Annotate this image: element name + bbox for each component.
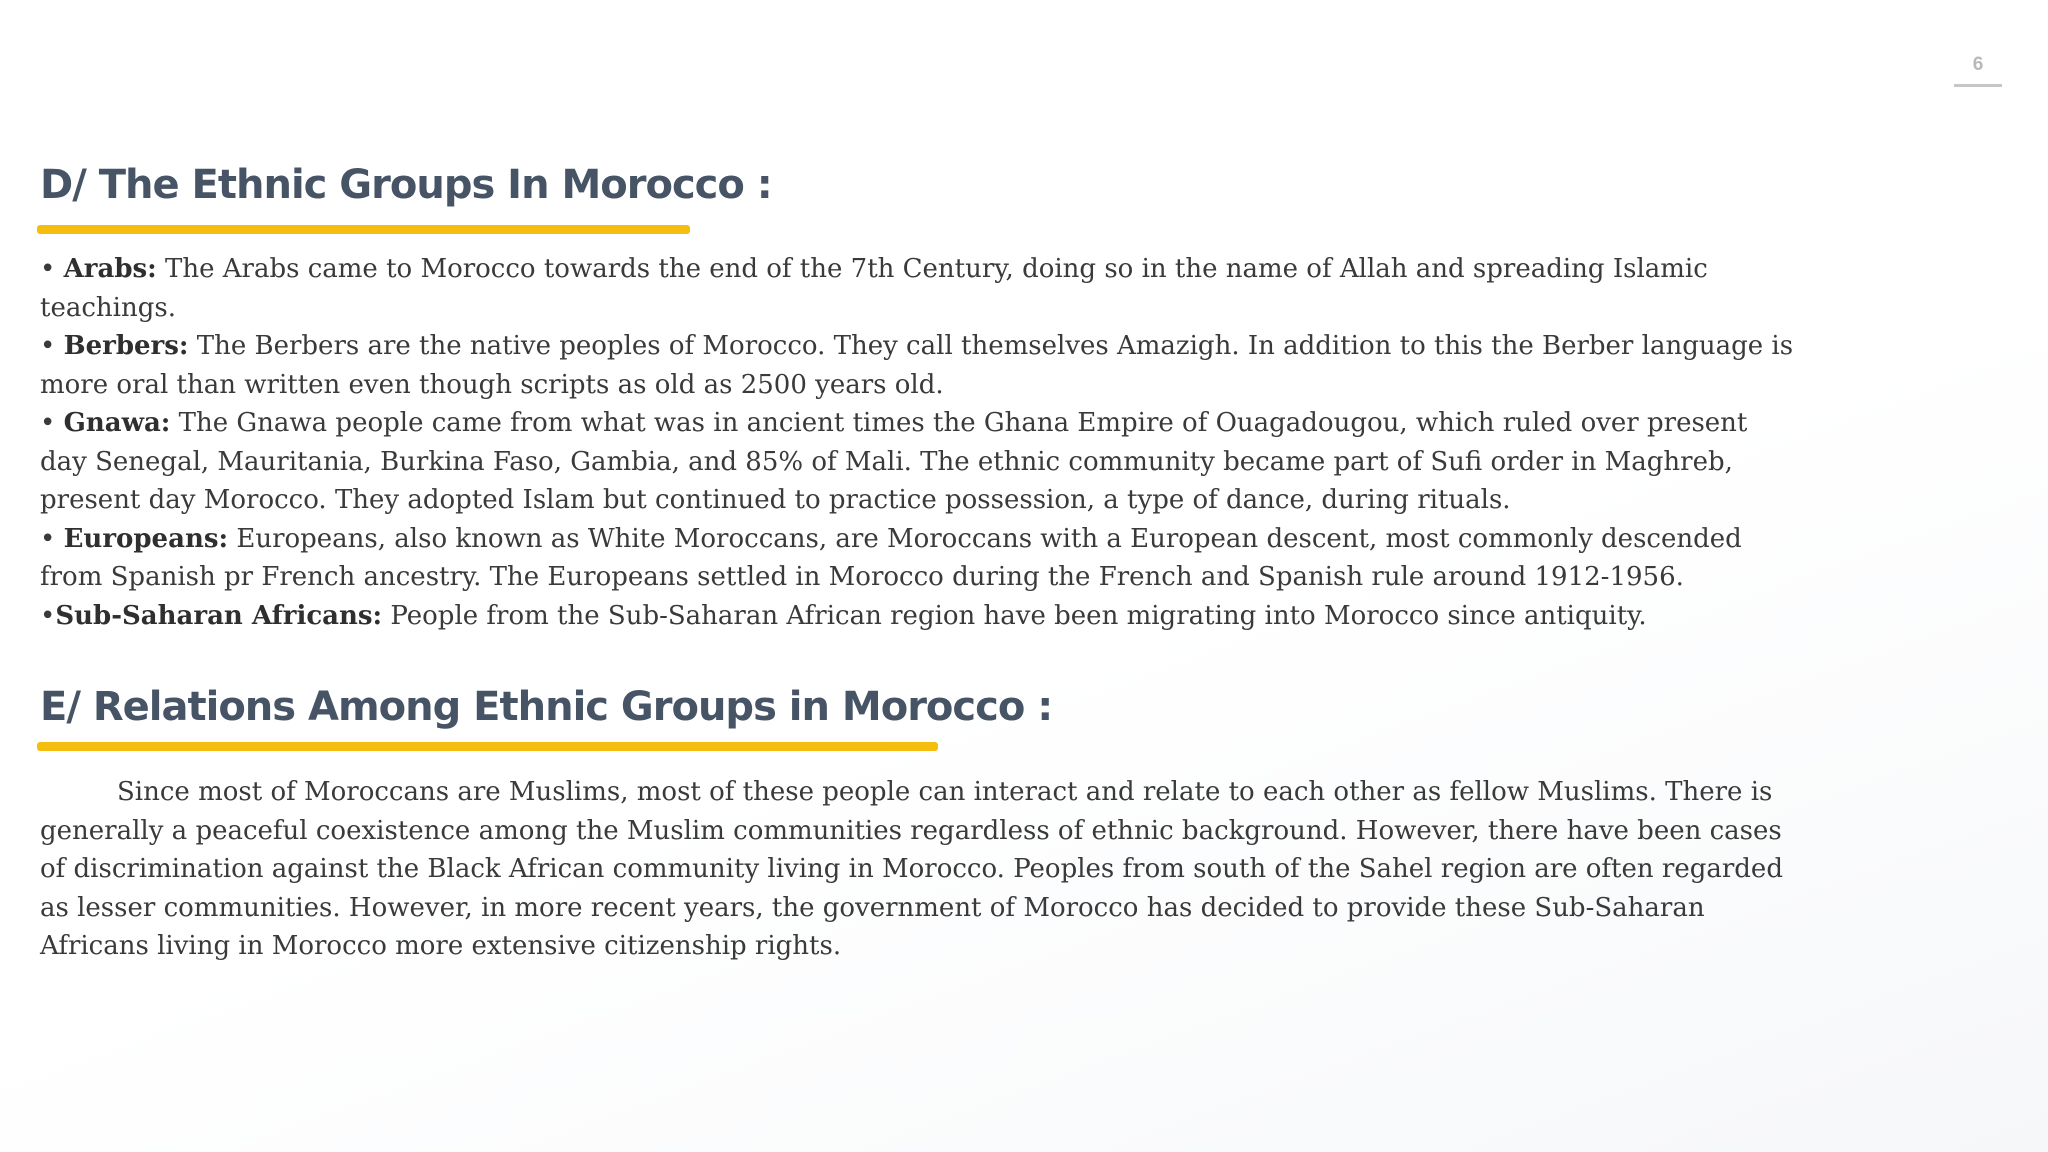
list-line bbox=[40, 520, 2015, 559]
list-text: The Arabs came to Morocco towards the end of the 7th Century, doing so in the name of Allah and spreading Islamic bbox=[156, 254, 1708, 284]
list-line bbox=[40, 481, 2015, 520]
list-line bbox=[40, 327, 2015, 366]
bullet: • bbox=[40, 523, 64, 554]
section-d-underline bbox=[37, 225, 690, 234]
list-text: day Senegal, Mauritania, Burkina Faso, Gambia, and 85% of Mali. The ethnic community became part of Sufi order in Maghreb, bbox=[40, 446, 1733, 477]
relations-paragraph bbox=[40, 773, 2015, 966]
list-line bbox=[40, 289, 2015, 328]
list-line bbox=[40, 597, 2015, 636]
list-text: from Spanish pr French ancestry. The Europeans settled in Morocco during the French and Spanish rule around 1912-1956. bbox=[40, 562, 1684, 592]
paragraph-line: Since most of Moroccans are Muslims, most of these people can interact and relate to each other as fellow Muslims. There is bbox=[117, 777, 1773, 807]
group-term-arabs: Arabs: bbox=[63, 254, 157, 284]
ethnic-groups-list bbox=[40, 250, 2015, 635]
paragraph-line: as lesser communities. However, in more recent years, the government of Morocco has decided to provide these Sub-Saharan bbox=[40, 892, 1705, 923]
page-number: 6 bbox=[1954, 54, 2002, 87]
bullet: • bbox=[40, 331, 64, 361]
list-text: teachings. bbox=[40, 292, 176, 323]
section-e-underline bbox=[37, 742, 938, 751]
group-term-sub-saharan-africans: Sub-Saharan Africans: bbox=[55, 600, 383, 631]
list-line bbox=[40, 443, 2015, 482]
list-text: present day Morocco. They adopted Islam but continued to practice possession, a type of dance, during rituals. bbox=[40, 485, 1511, 515]
bullet: • bbox=[40, 254, 64, 284]
list-line bbox=[40, 404, 2015, 443]
section-e-heading: E/ Relations Among Ethnic Groups in Morocco : bbox=[40, 684, 1053, 730]
group-term-berbers: Berbers: bbox=[63, 331, 189, 361]
list-line bbox=[40, 250, 2015, 289]
paragraph-line: of discrimination against the Black African community living in Morocco. Peoples from south of the Sahel region are often regarded bbox=[40, 854, 1783, 884]
list-line bbox=[40, 366, 2015, 405]
list-text: The Gnawa people came from what was in ancient times the Ghana Empire of Ouagadougou, which ruled over present bbox=[170, 408, 1748, 438]
list-line bbox=[40, 558, 2015, 597]
list-text: The Berbers are the native peoples of Morocco. They call themselves Amazigh. In addition to this the Berber language is bbox=[188, 331, 1794, 361]
bullet: • bbox=[40, 408, 64, 438]
group-term-europeans: Europeans: bbox=[63, 523, 229, 554]
paragraph-line: Africans living in Morocco more extensive citizenship rights. bbox=[40, 931, 842, 961]
list-text: more oral than written even though scripts as old as 2500 years old. bbox=[40, 369, 944, 400]
bullet: • bbox=[40, 600, 56, 631]
list-text: People from the Sub-Saharan African region have been migrating into Morocco since antiquity. bbox=[382, 600, 1647, 631]
paragraph-line: generally a peaceful coexistence among the Muslim communities regardless of ethnic background. However, there have been cases bbox=[40, 815, 1782, 846]
section-d-heading: D/ The Ethnic Groups In Morocco : bbox=[40, 162, 772, 208]
list-text: Europeans, also known as White Moroccans, are Moroccans with a European descent, most commonly descended bbox=[228, 523, 1742, 554]
group-term-gnawa: Gnawa: bbox=[63, 408, 171, 438]
